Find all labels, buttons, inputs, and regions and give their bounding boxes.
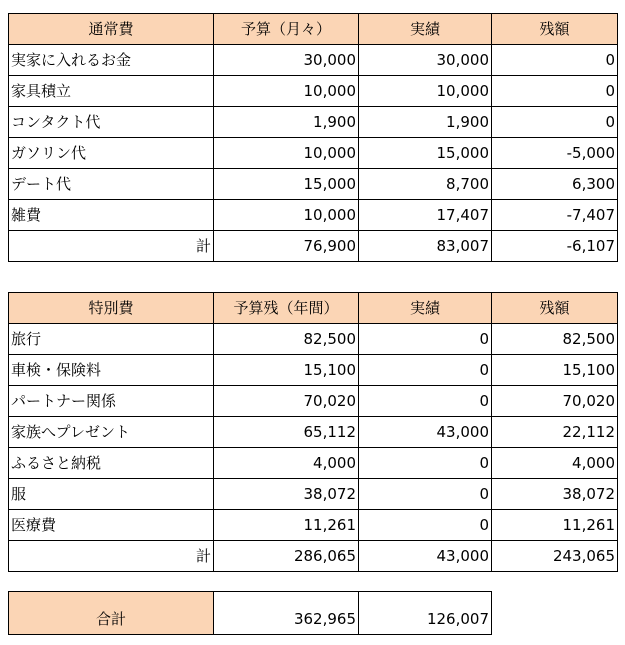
row-label-cell[interactable]: 実家に入れるお金 [9, 45, 214, 76]
row-remaining-cell[interactable]: 38,072 [492, 479, 618, 510]
row-remaining-cell[interactable]: 4,000 [492, 448, 618, 479]
row-label-cell[interactable]: 家具積立 [9, 76, 214, 107]
table-row [9, 169, 618, 200]
row-remaining-cell[interactable]: 22,112 [492, 417, 618, 448]
row-label-cell[interactable]: 車検・保険料 [9, 355, 214, 386]
grand-total-label[interactable]: 合計 [9, 592, 214, 635]
header-cell-budget[interactable]: 予算残（年間） [214, 293, 359, 324]
regular-expenses-table [8, 13, 618, 262]
row-budget-cell[interactable]: 10,000 [214, 200, 359, 231]
header-cell-remaining[interactable]: 残額 [492, 14, 618, 45]
row-actual-cell[interactable]: 0 [359, 448, 492, 479]
header-cell-category[interactable]: 通常費 [9, 14, 214, 45]
row-label-cell[interactable]: 服 [9, 479, 214, 510]
row-label-cell[interactable]: ふるさと納税 [9, 448, 214, 479]
header-cell-category[interactable]: 特別費 [9, 293, 214, 324]
table-row [9, 479, 618, 510]
grand-total-budget[interactable]: 362,965 [214, 592, 359, 635]
row-remaining-cell[interactable]: 15,100 [492, 355, 618, 386]
row-budget-cell[interactable]: 4,000 [214, 448, 359, 479]
header-cell-actual[interactable]: 実績 [359, 14, 492, 45]
grand-total-row [9, 592, 492, 635]
row-label-cell[interactable]: 医療費 [9, 510, 214, 541]
total-label-cell[interactable]: 計 [9, 541, 214, 572]
row-label-cell[interactable]: 家族へプレゼント [9, 417, 214, 448]
total-row [9, 541, 618, 572]
table-row [9, 324, 618, 355]
row-actual-cell[interactable]: 15,000 [359, 138, 492, 169]
row-label-cell[interactable]: パートナー関係 [9, 386, 214, 417]
row-remaining-cell[interactable]: -5,000 [492, 138, 618, 169]
row-remaining-cell[interactable]: 0 [492, 76, 618, 107]
special-expenses-table [8, 292, 618, 572]
row-budget-cell[interactable]: 10,000 [214, 76, 359, 107]
header-cell-budget[interactable]: 予算（月々） [214, 14, 359, 45]
table-row [9, 107, 618, 138]
row-budget-cell[interactable]: 38,072 [214, 479, 359, 510]
total-actual-cell[interactable]: 83,007 [359, 231, 492, 262]
total-remaining-cell[interactable]: -6,107 [492, 231, 618, 262]
table-header-row [9, 293, 618, 324]
table-row [9, 417, 618, 448]
row-label-cell[interactable]: ガソリン代 [9, 138, 214, 169]
header-cell-remaining[interactable]: 残額 [492, 293, 618, 324]
table-row [9, 355, 618, 386]
row-actual-cell[interactable]: 0 [359, 324, 492, 355]
table-row [9, 76, 618, 107]
table-row [9, 138, 618, 169]
row-label-cell[interactable]: 旅行 [9, 324, 214, 355]
row-remaining-cell[interactable]: 6,300 [492, 169, 618, 200]
row-actual-cell[interactable]: 17,407 [359, 200, 492, 231]
row-actual-cell[interactable]: 30,000 [359, 45, 492, 76]
row-budget-cell[interactable]: 65,112 [214, 417, 359, 448]
total-row [9, 231, 618, 262]
grand-total-table [8, 591, 492, 635]
row-actual-cell[interactable]: 0 [359, 355, 492, 386]
row-remaining-cell[interactable]: 0 [492, 107, 618, 138]
total-actual-cell[interactable]: 43,000 [359, 541, 492, 572]
row-actual-cell[interactable]: 10,000 [359, 76, 492, 107]
row-remaining-cell[interactable]: 0 [492, 45, 618, 76]
table-row [9, 386, 618, 417]
row-budget-cell[interactable]: 82,500 [214, 324, 359, 355]
table-row [9, 45, 618, 76]
row-label-cell[interactable]: コンタクト代 [9, 107, 214, 138]
table-row [9, 510, 618, 541]
table-row [9, 200, 618, 231]
grand-total-actual[interactable]: 126,007 [359, 592, 492, 635]
row-budget-cell[interactable]: 30,000 [214, 45, 359, 76]
total-budget-cell[interactable]: 286,065 [214, 541, 359, 572]
row-label-cell[interactable]: 雑費 [9, 200, 214, 231]
total-budget-cell[interactable]: 76,900 [214, 231, 359, 262]
row-actual-cell[interactable]: 43,000 [359, 417, 492, 448]
row-remaining-cell[interactable]: 82,500 [492, 324, 618, 355]
row-actual-cell[interactable]: 0 [359, 386, 492, 417]
row-actual-cell[interactable]: 0 [359, 479, 492, 510]
row-actual-cell[interactable]: 8,700 [359, 169, 492, 200]
row-remaining-cell[interactable]: 70,020 [492, 386, 618, 417]
row-budget-cell[interactable]: 15,000 [214, 169, 359, 200]
row-remaining-cell[interactable]: 11,261 [492, 510, 618, 541]
row-actual-cell[interactable]: 1,900 [359, 107, 492, 138]
row-label-cell[interactable]: デート代 [9, 169, 214, 200]
header-cell-actual[interactable]: 実績 [359, 293, 492, 324]
row-budget-cell[interactable]: 15,100 [214, 355, 359, 386]
total-label-cell[interactable]: 計 [9, 231, 214, 262]
row-budget-cell[interactable]: 11,261 [214, 510, 359, 541]
total-remaining-cell[interactable]: 243,065 [492, 541, 618, 572]
table-header-row [9, 14, 618, 45]
row-budget-cell[interactable]: 10,000 [214, 138, 359, 169]
row-budget-cell[interactable]: 1,900 [214, 107, 359, 138]
row-budget-cell[interactable]: 70,020 [214, 386, 359, 417]
row-remaining-cell[interactable]: -7,407 [492, 200, 618, 231]
table-row [9, 448, 618, 479]
row-actual-cell[interactable]: 0 [359, 510, 492, 541]
